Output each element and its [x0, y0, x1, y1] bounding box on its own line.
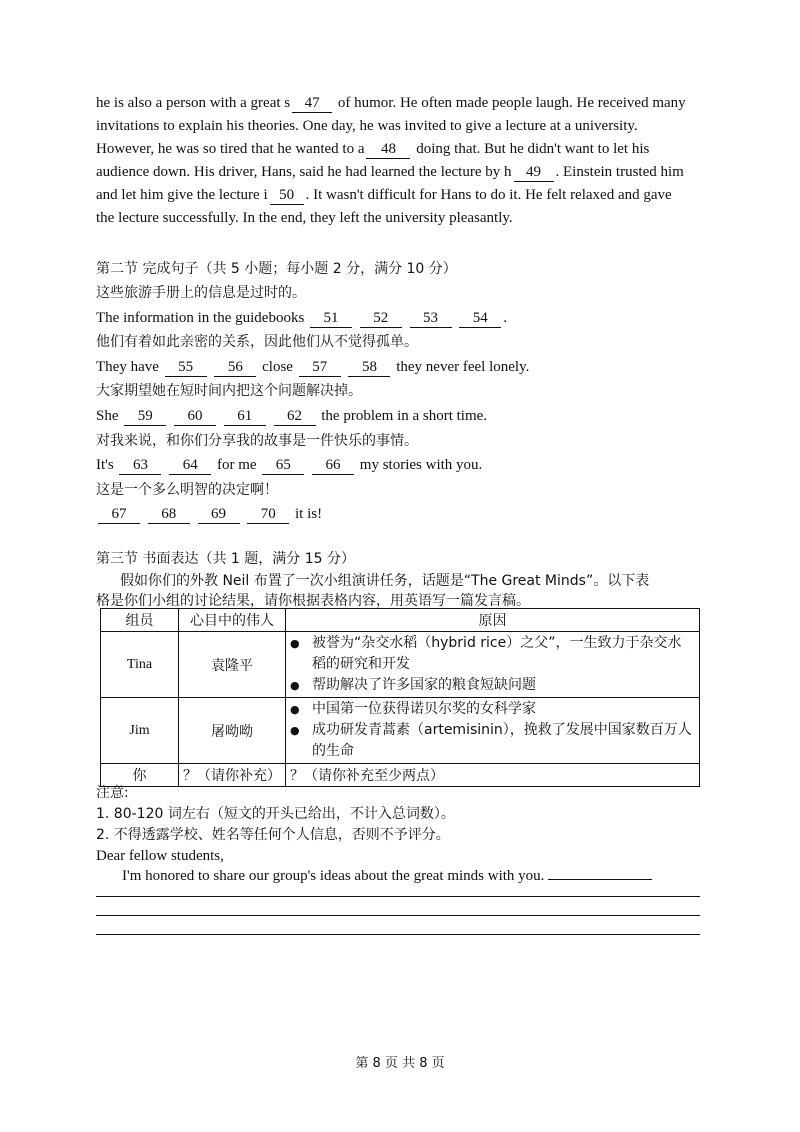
bullet-icon: ● [290, 724, 300, 737]
chinese-prompt: 对我来说，和你们分享我的故事是一件快乐的事情。 [96, 432, 418, 449]
passage-line: However, he was so tired that he wanted to a 48 doing that. But he didn't want to let his [96, 141, 650, 157]
cell-member: Jim [101, 698, 179, 764]
task-intro-line-1: 假如你们的外教 Neil 布置了一次小组演讲任务，话题是“The Great Minds”。以下表 [120, 573, 650, 589]
answer-blank: 50 [270, 187, 304, 205]
answer-blank: 68 [148, 506, 190, 524]
reason-item: ● 成功研发青蒿素（artemisinin），挽救了发展中国家数百万人的生命 [290, 722, 692, 759]
answer-blank: 54 [459, 310, 501, 328]
sentence-text [354, 310, 358, 326]
english-sentence [96, 503, 322, 525]
sentence-text [343, 359, 347, 375]
table-row [101, 764, 700, 787]
english-sentence [96, 454, 482, 476]
sentence-text [218, 408, 222, 424]
table-row [101, 632, 700, 698]
english-sentence [96, 307, 507, 329]
note-item: 1. 80-120 词左右（短文的开头已给出，不计入总词数）。 [96, 806, 455, 822]
task-intro-line-2: 格是你们小组的讨论结果，请你根据表格内容，用英语写一篇发言稿。 [96, 593, 530, 609]
answer-blank: 55 [165, 359, 207, 377]
sentence-text: They have [96, 358, 163, 375]
sentence-text [306, 457, 310, 473]
sentence-text: my stories with you. [356, 457, 483, 474]
chinese-prompt: 大家期望她在短时间内把这个问题解决掉。 [96, 383, 362, 400]
cell-member: 你 [101, 764, 179, 787]
passage-line: he is also a person with a great s 47 of humor. He often made people laugh. He received many [96, 95, 686, 111]
sentence-text [163, 457, 167, 473]
answer-blank: 47 [292, 95, 332, 113]
sentence-text: the problem in a short time. [317, 408, 488, 424]
section3-title: 第三节 书面表达（共 1 题，满分 15 分） [96, 551, 355, 567]
header-person: 心目中的伟人 [179, 609, 286, 632]
cell-reasons: ？（请你补充至少两点） [286, 764, 700, 787]
cell-person: 屠呦呦 [179, 698, 286, 764]
passage-line: audience down. His driver, Hans, said he had learned the lecture by h 49 . Einstein trusted him [96, 164, 684, 180]
writing-line[interactable] [548, 865, 652, 880]
answer-blank: 59 [124, 408, 166, 426]
writing-line[interactable] [96, 896, 700, 897]
table-header-row [101, 609, 700, 632]
answer-blank: 69 [198, 506, 240, 524]
sentence-text: The information in the guidebooks [96, 309, 309, 326]
page-footer: 第 8 页 共 8 页 [355, 1056, 445, 1071]
sentence-text: for me [213, 457, 261, 474]
passage-line: the lecture successfully. In the end, they left the university pleasantly. [96, 210, 513, 226]
reason-item: ● 中国第一位获得诺贝尔奖的女科学家 [290, 699, 695, 720]
english-sentence [96, 356, 529, 378]
answer-blank: 70 [247, 506, 289, 524]
cell-reasons [286, 632, 700, 698]
chinese-prompt: 这是一个多么明智的决定啊！ [96, 481, 278, 498]
sentence-text: they never feel lonely. [392, 358, 530, 375]
english-sentence [96, 405, 487, 427]
writing-line[interactable] [96, 934, 700, 935]
cell-person: 袁隆平 [179, 632, 286, 698]
cell-member: Tina [101, 632, 179, 698]
salutation: Dear fellow students, [96, 848, 224, 864]
header-reason: 原因 [286, 609, 700, 632]
sentence-text: . [503, 309, 508, 326]
answer-blank: 61 [224, 408, 266, 426]
chinese-prompt: 这些旅游手册上的信息是过时的。 [96, 285, 306, 301]
sentence-text [268, 408, 272, 424]
answer-blank: 56 [214, 359, 256, 377]
bullet-icon: ● [290, 637, 300, 650]
reason-item: ● 被誉为“杂交水稻（hybrid rice）之父”，一生致力于杂交水稻的研究和开发 [290, 635, 682, 672]
cell-reasons [286, 698, 700, 764]
reason-item: ● 帮助解决了许多国家的粮食短缺问题 [290, 675, 695, 696]
passage-line: and let him give the lecture i 50 . It wasn't difficult for Hans to do it. He felt relaxed and gave [96, 187, 672, 203]
answer-blank: 53 [410, 310, 452, 328]
answer-blank: 48 [366, 141, 410, 159]
sentence-text: close [258, 358, 297, 375]
sentence-text: She [96, 408, 123, 424]
cell-person: ？（请你补充） [179, 764, 286, 787]
answer-blank: 58 [348, 359, 390, 377]
sentence-text [168, 408, 172, 424]
answer-blank: 60 [174, 408, 216, 426]
sentence-text [192, 506, 196, 522]
answer-blank: 62 [274, 408, 316, 426]
answer-blank: 52 [360, 310, 402, 328]
header-member: 组员 [101, 609, 179, 632]
sentence-text [242, 506, 246, 522]
table-row [101, 698, 700, 764]
section2-title: 第二节 完成句子（共 5 小题；每小题 2 分，满分 10 分） [96, 261, 457, 277]
sentence-text [142, 506, 146, 522]
bullet-icon: ● [290, 679, 300, 692]
sentence-text [404, 310, 408, 326]
answer-blank: 67 [98, 506, 140, 524]
answer-blank: 63 [119, 457, 161, 475]
discussion-table [100, 608, 700, 787]
passage-line: invitations to explain his theories. One day, he was invited to give a lecture at a university. [96, 118, 638, 134]
answer-blank: 51 [310, 310, 352, 328]
essay-opening: I'm honored to share our group's ideas about the great minds with you. [122, 865, 652, 887]
sentence-text: it is! [291, 506, 323, 523]
sentence-text: It's [96, 457, 118, 474]
cloze-passage [96, 92, 704, 230]
answer-blank: 49 [514, 164, 554, 182]
notes-title: 注意: [96, 785, 129, 801]
answer-blank: 57 [299, 359, 341, 377]
sentence-text [454, 310, 458, 326]
sentence-text [209, 359, 213, 375]
bullet-icon: ● [290, 703, 300, 716]
note-item: 2. 不得透露学校、姓名等任何个人信息，否则不予评分。 [96, 827, 450, 843]
answer-blank: 66 [312, 457, 354, 475]
answer-blank: 65 [262, 457, 304, 475]
chinese-prompt: 他们有着如此亲密的关系，因此他们从不觉得孤单。 [96, 334, 418, 351]
answer-blank: 64 [169, 457, 211, 475]
writing-line[interactable] [96, 915, 700, 916]
